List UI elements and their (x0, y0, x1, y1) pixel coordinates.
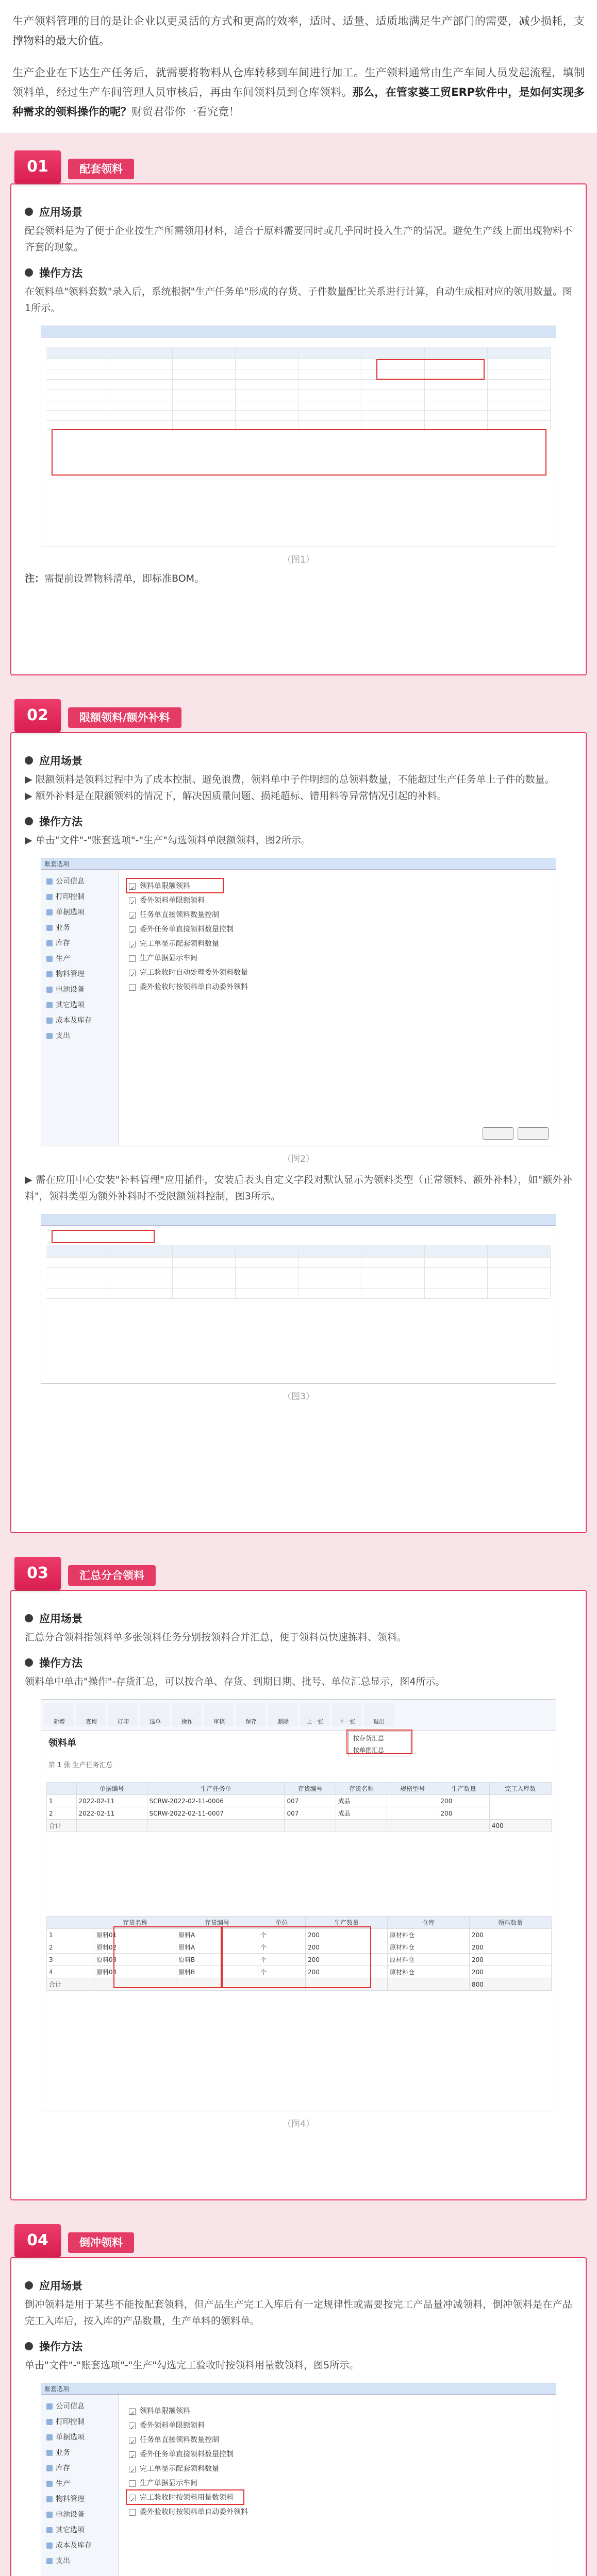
option-checkbox[interactable] (129, 2505, 248, 2519)
table-cell (438, 1820, 489, 1832)
dialog-title: 账套选项 (41, 858, 556, 870)
toolbar-button[interactable]: 查询 (76, 1703, 106, 1726)
ok-button[interactable] (483, 1127, 513, 1140)
options-menu-item[interactable]: 物料管理 (41, 967, 118, 982)
table-cell: 200 (306, 1954, 388, 1966)
highlight-frame (52, 429, 546, 476)
highlight-frame (126, 878, 224, 893)
table-cell: 个 (258, 1941, 305, 1954)
table-cell: 原料B (176, 1966, 258, 1978)
option-checkbox[interactable] (129, 951, 248, 965)
method-heading: 操作方法 (25, 1655, 572, 1670)
table-cell: 2022-02-11 (76, 1807, 147, 1820)
section-number: 01 (14, 150, 61, 183)
figure-caption: （图3） (283, 1392, 314, 1402)
column-header: 单据编号 (76, 1783, 147, 1795)
intro-p2-start: 生产企业在下达生产任务后，就需要将物料从仓库转移到车间进行加工。生产领料通常由生产车间人员发起流程，填制领料单，经过生产车间管理人员审核后，再由车间领料员到仓库领料。 (12, 66, 585, 98)
table-cell: 200 (438, 1807, 489, 1820)
table-cell: 200 (438, 1795, 489, 1807)
checkbox-icon[interactable] (129, 955, 136, 962)
option-checkbox[interactable] (129, 2462, 248, 2476)
table-cell: 成品 (336, 1795, 387, 1807)
options-menu-item[interactable]: 其它选项 (41, 2522, 118, 2538)
bullet-icon (25, 1614, 33, 1622)
column-header (47, 1783, 77, 1795)
table-cell: SCRW-2022-02-11-0006 (147, 1795, 285, 1807)
section-number: 04 (14, 2224, 61, 2257)
toolbar-button[interactable]: 保存 (236, 1703, 266, 1726)
checkbox-icon[interactable] (129, 2509, 136, 2516)
highlight-frame (376, 359, 485, 380)
table-cell: 原材料仓 (388, 1966, 470, 1978)
option-label: 完工验收时自动处理委外领料数量 (140, 969, 248, 977)
dropdown-option[interactable]: 按存货汇总 (353, 1735, 385, 1742)
intro-paragraph-2 (12, 63, 585, 122)
table-cell (285, 1820, 336, 1832)
toolbar-button[interactable]: 操作 (172, 1703, 202, 1726)
options-menu (41, 2395, 119, 2576)
scene-heading: 应用场景 (25, 1611, 572, 1626)
doc-title: 领料单 (48, 1738, 76, 1749)
dialog-buttons (483, 1127, 549, 1140)
checkbox-icon[interactable] (129, 970, 136, 976)
bullet-icon (25, 2281, 33, 2290)
table-cell: 200 (469, 1941, 551, 1954)
method-text-2: ▶ 需在应用中心安装"补料管理"应用插件，安装后表头自定义字段对默认显示为领料类型（正常领料、额外补料），如"额外补料"，领料类型为额外补料时不受限额领料控制，图3所示。 (25, 1174, 572, 1202)
option-checkbox[interactable] (129, 2447, 248, 2462)
table-cell (76, 1820, 147, 1832)
table-cell: 1 (47, 1929, 94, 1941)
highlight-frame (346, 1730, 412, 1754)
options-menu-item[interactable]: 支出 (41, 2553, 118, 2569)
table-cell: 007 (285, 1807, 336, 1820)
option-checkbox[interactable] (129, 965, 248, 980)
table-cell: 200 (469, 1954, 551, 1966)
figure-2-options-dialog (41, 858, 556, 1146)
table-cell: 4 (47, 1966, 94, 1978)
figure-4-screenshot (41, 1699, 556, 2111)
bullet-icon (25, 756, 33, 765)
options-menu (41, 870, 119, 1146)
option-label: 委外领料单限额领料 (140, 896, 205, 905)
column-header: 存货编号 (176, 1917, 258, 1929)
section-header (10, 154, 587, 181)
window-titlebar (41, 326, 556, 337)
table-cell (388, 1978, 470, 1991)
checkbox-icon[interactable] (129, 2437, 136, 2444)
options-menu-item[interactable]: 成本及库存 (41, 2538, 118, 2553)
scene-heading: 应用场景 (25, 753, 572, 768)
bullet-icon (25, 1658, 33, 1667)
table-cell: 1 (47, 1795, 77, 1807)
section-header (10, 702, 587, 730)
option-label: 生产单据显示车间 (140, 954, 197, 962)
table-header-row (47, 1783, 552, 1795)
section-03 (10, 1560, 587, 2212)
bullet-icon (25, 2342, 33, 2350)
table-row[interactable] (47, 1807, 552, 1820)
options-menu-item[interactable]: 生产 (41, 951, 118, 967)
section-02 (10, 702, 587, 1545)
bullet-icon (25, 817, 33, 825)
window-titlebar (41, 1214, 556, 1226)
figure-caption: （图1） (283, 555, 314, 565)
option-checkbox[interactable] (129, 2433, 248, 2447)
table-cell: 200 (306, 1966, 388, 1978)
method-text: ▶ 单击"文件"-"账套选项"-"生产"勾选领料单限额领料，图2所示。 (25, 835, 311, 846)
intro-p2-end: 财贸君带你一看究竟！ (131, 106, 240, 118)
method-text: 领料单中单击"操作"-存货汇总，可以按合单、存货、到期日期、批号、单位汇总显示，图4所示。 (25, 1676, 445, 1687)
option-label: 完工验收时按领料用量数领料 (140, 2494, 234, 2502)
checkbox-icon[interactable] (129, 2408, 136, 2415)
table-cell: 个 (258, 1954, 305, 1966)
table-cell: 3 (47, 1954, 94, 1966)
option-label: 领料单限额领料 (140, 2407, 190, 2415)
content-band (0, 133, 597, 2576)
cancel-button[interactable] (518, 1127, 549, 1140)
column-header: 领料数量 (469, 1917, 551, 1929)
table-cell: 2022-02-11 (76, 1795, 147, 1807)
figure-caption: （图4） (283, 2119, 314, 2129)
note: 注：需提前设置物料清单，即标准BOM。 (25, 573, 205, 584)
table-cell (387, 1795, 438, 1807)
table-cell: 原料03 (94, 1954, 176, 1966)
column-header: 完工入库数 (489, 1783, 551, 1795)
table-cell (387, 1807, 438, 1820)
toolbar-button[interactable]: 上一张 (300, 1703, 330, 1726)
section-number: 03 (14, 1557, 61, 1590)
table-cell: 合计 (47, 1978, 94, 1991)
column-header: 仓库 (388, 1917, 470, 1929)
option-label: 生产单据显示车间 (140, 2479, 197, 2487)
table-cell (387, 1820, 438, 1832)
toolbar (41, 1700, 556, 1731)
highlight-frame (113, 1926, 222, 1988)
table-cell: 800 (469, 1978, 551, 1991)
intro-paragraph-1: 生产领料管理的目的是让企业以更灵活的方式和更高的效率，适时、适量、适质地满足生产部门的需要，减少损耗，支撑物料的最大价值。 (12, 15, 585, 47)
option-checkbox[interactable] (129, 2418, 248, 2433)
table-cell: SCRW-2022-02-11-0007 (147, 1807, 285, 1820)
table-cell: 原材料仓 (388, 1941, 470, 1954)
option-label: 委外任务单直接领料数量控制 (140, 2450, 234, 2459)
scene-text: ▶ 限额领料是领料过程中为了成本控制、避免浪费，领料单中子件明细的总领料数量，不能超过生产任务单上子件的数量。 ▶ 额外补料是在限额领料的情况下，解决因质量问题、损耗超标、错用料等异常情况引起的补料。 (25, 774, 555, 802)
table-cell: 007 (285, 1795, 336, 1807)
option-label: 委外验收时按领料单自动委外领料 (140, 983, 248, 991)
option-label: 领料单限额领料 (140, 882, 190, 890)
table-cell: 2 (47, 1941, 94, 1954)
checkbox-icon[interactable] (129, 2451, 136, 2458)
table-cell: 原料A (176, 1941, 258, 1954)
column-header: 存货名称 (336, 1783, 387, 1795)
bullet-icon (25, 268, 33, 277)
options-menu-item[interactable]: 打印控制 (41, 889, 118, 905)
intro-p2-question: 那么，在管家婆工贸ERP软件中，是如何实现多种需求的领料操作的呢？ (12, 86, 585, 118)
toolbar-button[interactable]: 下一张 (332, 1703, 362, 1726)
option-label: 委外任务单直接领料数量控制 (140, 925, 234, 934)
options-menu-item[interactable]: 成本及库存 (41, 1013, 118, 1028)
section-number: 02 (14, 699, 61, 732)
checkbox-icon[interactable] (129, 912, 136, 919)
section-card (10, 2257, 587, 2576)
section-header (10, 1560, 587, 1588)
table-cell: 原材料仓 (388, 1929, 470, 1941)
table-cell: 原料B (176, 1954, 258, 1966)
intro (0, 0, 597, 122)
table-cell: 200 (306, 1929, 388, 1941)
dropdown-option[interactable]: 按单据汇总 (353, 1747, 385, 1754)
table-cell: 合计 (47, 1820, 77, 1832)
option-checkbox[interactable] (129, 980, 248, 994)
options-menu-item[interactable]: 公司信息 (41, 2399, 118, 2414)
checkbox-icon[interactable] (129, 941, 136, 947)
column-header: 存货编号 (285, 1783, 336, 1795)
figure-3-screenshot (41, 1214, 556, 1384)
options-menu-item[interactable]: 公司信息 (41, 874, 118, 889)
table-cell: 原材料仓 (388, 1954, 470, 1966)
method-heading: 操作方法 (25, 2338, 572, 2354)
table-cell: 原料04 (94, 1966, 176, 1978)
table-row[interactable] (47, 1795, 552, 1807)
toolbar-button[interactable]: 删除 (268, 1703, 298, 1726)
section-title: 倒冲领料 (68, 2232, 134, 2253)
table-total-row (47, 1820, 552, 1832)
option-checkbox[interactable] (129, 893, 248, 908)
section-header (10, 2227, 587, 2255)
column-header: 生产数量 (438, 1783, 489, 1795)
scene-heading: 应用场景 (25, 204, 572, 219)
toolbar-button[interactable]: 退出 (364, 1703, 394, 1726)
toolbar-button[interactable]: 打印 (108, 1703, 138, 1726)
table-cell: 400 (489, 1820, 551, 1832)
option-label: 任务单直接领料数量控制 (140, 911, 219, 919)
table-cell: 个 (258, 1929, 305, 1941)
column-header: 单位 (258, 1917, 305, 1929)
table-cell: 原料01 (94, 1929, 176, 1941)
options-menu-item[interactable]: 电池设备 (41, 982, 118, 997)
section-card (10, 732, 587, 1533)
highlight-frame (52, 1230, 155, 1243)
column-header: 存货名称 (94, 1917, 176, 1929)
option-label: 任务单直接领料数量控制 (140, 2436, 219, 2444)
checkbox-icon[interactable] (129, 897, 136, 904)
section-04 (10, 2227, 587, 2576)
table-cell: 成品 (336, 1807, 387, 1820)
options-menu-item[interactable]: 库存 (41, 2461, 118, 2476)
method-heading: 操作方法 (25, 265, 572, 280)
method-text: 单击"文件"-"账套选项"-"生产"勾选完工验收时按领料用量数领料，图5所示。 (25, 2360, 359, 2371)
column-header: 生产数量 (306, 1917, 388, 1929)
option-label: 完工单显示配套领料数量 (140, 940, 219, 948)
table-cell: 200 (469, 1966, 551, 1978)
figure-caption: （图2） (283, 1154, 314, 1164)
section-01 (10, 154, 587, 687)
option-checkbox[interactable] (129, 2404, 248, 2418)
scene-heading: 应用场景 (25, 2278, 572, 2293)
checkbox-icon[interactable] (129, 2466, 136, 2472)
bullet-icon (25, 208, 33, 216)
section-card (10, 1590, 587, 2200)
method-text: 在领料单"领料套数"录入后，系统根据"生产任务单"形成的存货、子件数量配比关系进行计算，自动生成相对应的领用数量。图1所示。 (25, 286, 572, 314)
option-checkbox[interactable] (129, 908, 248, 922)
options-menu-item[interactable]: 单据选项 (41, 905, 118, 920)
table-cell: 200 (306, 1941, 388, 1954)
option-label: 委外领料单限额领料 (140, 2421, 205, 2430)
section-title: 配套领料 (68, 159, 134, 179)
options-menu-item[interactable]: 支出 (41, 1028, 118, 1044)
section-title: 限额领料/额外补料 (68, 707, 181, 728)
table-cell: 200 (469, 1929, 551, 1941)
dialog-title: 账套选项 (41, 2383, 556, 2395)
column-header: 规格型号 (387, 1783, 438, 1795)
doc-subtitle: 第 1 张 生产任务汇总 (48, 1761, 113, 1769)
table-cell: 原料02 (94, 1941, 176, 1954)
options-menu-item[interactable]: 物料管理 (41, 2492, 118, 2507)
options-menu-item[interactable]: 生产 (41, 2476, 118, 2492)
option-label: 完工单显示配套领料数量 (140, 2465, 219, 2473)
scene-text: 汇总分合领料指领料单多张领料任务分别按领料合并汇总，便于领料员快速拣料、领料。 (25, 1632, 407, 1643)
figure-5-options-dialog (41, 2383, 556, 2576)
table-cell (336, 1820, 387, 1832)
option-label: 委外验收时按领料单自动委外领料 (140, 2508, 248, 2516)
options-menu-item[interactable]: 其它选项 (41, 997, 118, 1013)
scene-text: 配套领料是为了便于企业按生产所需领用材料，适合于原料需要同时或几乎同时投入生产的情况。避免生产线上面出现物料不齐套的现象。 (25, 225, 572, 253)
options-menu-item[interactable]: 电池设备 (41, 2507, 118, 2522)
options-menu-item[interactable]: 单据选项 (41, 2430, 118, 2445)
section-title: 汇总分合领料 (68, 1565, 156, 1586)
toolbar-button[interactable]: 审核 (204, 1703, 234, 1726)
task-table (46, 1782, 552, 1832)
options-menu-item[interactable]: 业务 (41, 920, 118, 936)
scene-text: 倒冲领料是用于某些不能按配套领料，但产品生产完工入库后有一定规律性或需要按完工产品量冲减领料，倒冲领料是在产品完工入库后，按入库的产品数量，生产单料的领料单。 (25, 2299, 572, 2327)
table-cell (147, 1820, 285, 1832)
option-checkbox[interactable] (129, 937, 248, 951)
options-menu-item[interactable]: 业务 (41, 2445, 118, 2461)
figure-1-screenshot (41, 326, 556, 547)
method-heading: 操作方法 (25, 814, 572, 829)
table-cell: 2 (47, 1807, 77, 1820)
option-checkbox[interactable] (129, 922, 248, 937)
options-menu-item[interactable]: 打印控制 (41, 2414, 118, 2430)
toolbar-button[interactable]: 选单 (140, 1703, 170, 1726)
checkbox-icon[interactable] (129, 926, 136, 933)
column-header: 生产任务单 (147, 1783, 285, 1795)
checkbox-icon[interactable] (129, 2422, 136, 2429)
checkbox-icon[interactable] (129, 2480, 136, 2487)
table-cell: 个 (258, 1966, 305, 1978)
toolbar-button[interactable]: 新增 (44, 1703, 74, 1726)
checkbox-icon[interactable] (129, 984, 136, 991)
section-card (10, 183, 587, 675)
highlight-frame (126, 2489, 244, 2505)
option-checkbox[interactable] (129, 2476, 248, 2490)
highlight-frame (222, 1926, 371, 1988)
column-header (47, 1917, 94, 1929)
options-menu-item[interactable]: 库存 (41, 936, 118, 951)
table-cell: 原料A (176, 1929, 258, 1941)
options-checklist (129, 879, 248, 994)
